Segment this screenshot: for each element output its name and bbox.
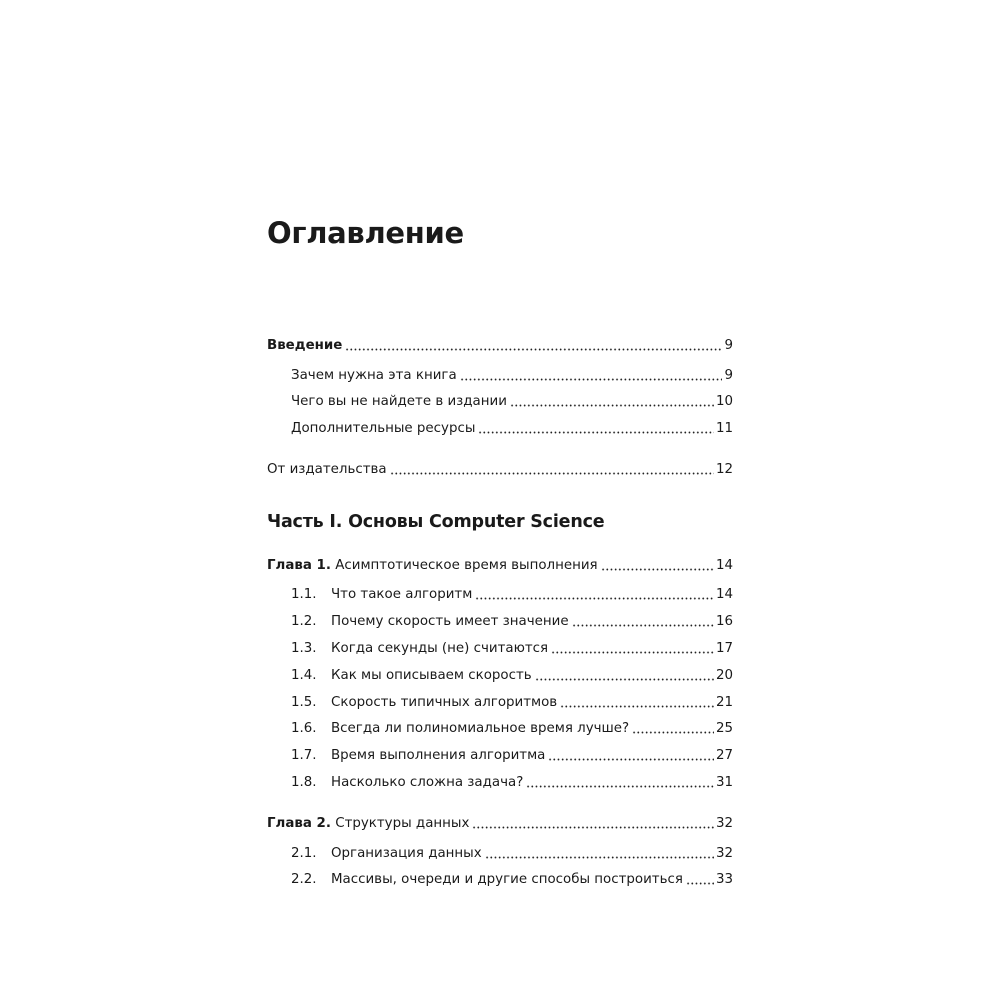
- toc-entry-label: Скорость типичных алгоритмов: [331, 695, 558, 710]
- dot-leader: [560, 705, 714, 708]
- section-number: 1.5.: [291, 695, 317, 710]
- page-number: 25: [715, 721, 733, 736]
- section-number: 1.8.: [291, 775, 317, 790]
- dot-leader: [510, 404, 714, 407]
- toc-entry-label: Массивы, очереди и другие способы построиться: [331, 872, 683, 887]
- toc-section-1-7[interactable]: [291, 744, 733, 764]
- page-number: 33: [715, 872, 733, 887]
- toc-section-1-2[interactable]: [291, 610, 733, 630]
- toc-section-1-4[interactable]: [291, 664, 733, 684]
- toc-entry-label: Введение: [267, 338, 343, 353]
- toc-section-1-6[interactable]: [291, 717, 733, 737]
- toc-entry-label: Когда секунды (не) считаются: [331, 641, 549, 656]
- toc-entry-label: Чего вы не найдете в издании: [291, 394, 507, 409]
- page-number: 27: [715, 748, 733, 763]
- page-number: 21: [715, 695, 733, 710]
- dot-leader: [390, 472, 714, 475]
- dot-leader: [601, 568, 714, 571]
- section-number: 2.2.: [291, 872, 317, 887]
- toc-entry-label: Организация данных: [331, 846, 482, 861]
- toc-section-1-3[interactable]: [291, 637, 733, 657]
- page-title: Оглавление: [267, 216, 464, 250]
- dot-leader: [460, 378, 723, 381]
- toc-entry-label: Асимптотическое время выполнения: [335, 558, 598, 573]
- page-number: 16: [715, 614, 733, 629]
- toc-entry-label: От издательства: [267, 462, 387, 477]
- toc-entry-intro[interactable]: [267, 334, 733, 354]
- dot-leader: [526, 785, 714, 788]
- dot-leader: [485, 856, 714, 859]
- chapter-prefix: Глава 2.: [267, 816, 331, 831]
- toc-section-1-5[interactable]: [291, 691, 733, 711]
- section-number: 2.1.: [291, 846, 317, 861]
- dot-leader: [472, 826, 714, 829]
- toc-section-2-1[interactable]: [291, 842, 733, 862]
- toc-entry-label: Структуры данных: [335, 816, 470, 831]
- dot-leader: [551, 651, 714, 654]
- toc-entry-publisher[interactable]: [267, 458, 733, 478]
- toc-entry-label: Как мы описываем скорость: [331, 668, 532, 683]
- toc-entry-label: Время выполнения алгоритма: [331, 748, 546, 763]
- dot-leader: [345, 348, 722, 351]
- toc-entry-intro-2[interactable]: [291, 390, 733, 410]
- dot-leader: [475, 597, 714, 600]
- toc-entry-label: Почему скорость имеет значение: [331, 614, 569, 629]
- page-number: 9: [724, 338, 733, 353]
- dot-leader: [632, 731, 714, 734]
- page-number: 32: [715, 816, 733, 831]
- page-number: 14: [715, 587, 733, 602]
- page-number: 17: [715, 641, 733, 656]
- page-number: 12: [715, 462, 733, 477]
- toc-entry-intro-1[interactable]: [291, 364, 733, 384]
- section-number: 1.3.: [291, 641, 317, 656]
- dot-leader: [535, 678, 714, 681]
- toc-entry-intro-3[interactable]: [291, 417, 733, 437]
- dot-leader: [572, 624, 714, 627]
- toc-chapter-1[interactable]: [267, 554, 733, 574]
- page-number: 14: [715, 558, 733, 573]
- toc-entry-label: Всегда ли полиномиальное время лучше?: [331, 721, 630, 736]
- toc-entry-label: Зачем нужна эта книга: [291, 368, 457, 383]
- page-number: 10: [715, 394, 733, 409]
- toc-chapter-2[interactable]: [267, 812, 733, 832]
- page-number: 20: [715, 668, 733, 683]
- page-number: 9: [724, 368, 733, 383]
- chapter-prefix: Глава 1.: [267, 558, 331, 573]
- toc-entry-label: Дополнительные ресурсы: [291, 421, 476, 436]
- toc-section-1-8[interactable]: [291, 771, 733, 791]
- toc-section-2-2[interactable]: [291, 868, 733, 888]
- section-number: 1.2.: [291, 614, 317, 629]
- page-number: 31: [715, 775, 733, 790]
- dot-leader: [686, 882, 714, 885]
- toc-entry-label: Насколько сложна задача?: [331, 775, 524, 790]
- toc-entry-label: Что такое алгоритм: [331, 587, 473, 602]
- page-number: 32: [715, 846, 733, 861]
- dot-leader: [478, 431, 714, 434]
- part-heading[interactable]: Часть I. Основы Computer Science: [267, 512, 605, 532]
- page-number: 11: [715, 421, 733, 436]
- section-number: 1.4.: [291, 668, 317, 683]
- section-number: 1.7.: [291, 748, 317, 763]
- toc-section-1-1[interactable]: [291, 583, 733, 603]
- dot-leader: [548, 758, 714, 761]
- section-number: 1.1.: [291, 587, 317, 602]
- section-number: 1.6.: [291, 721, 317, 736]
